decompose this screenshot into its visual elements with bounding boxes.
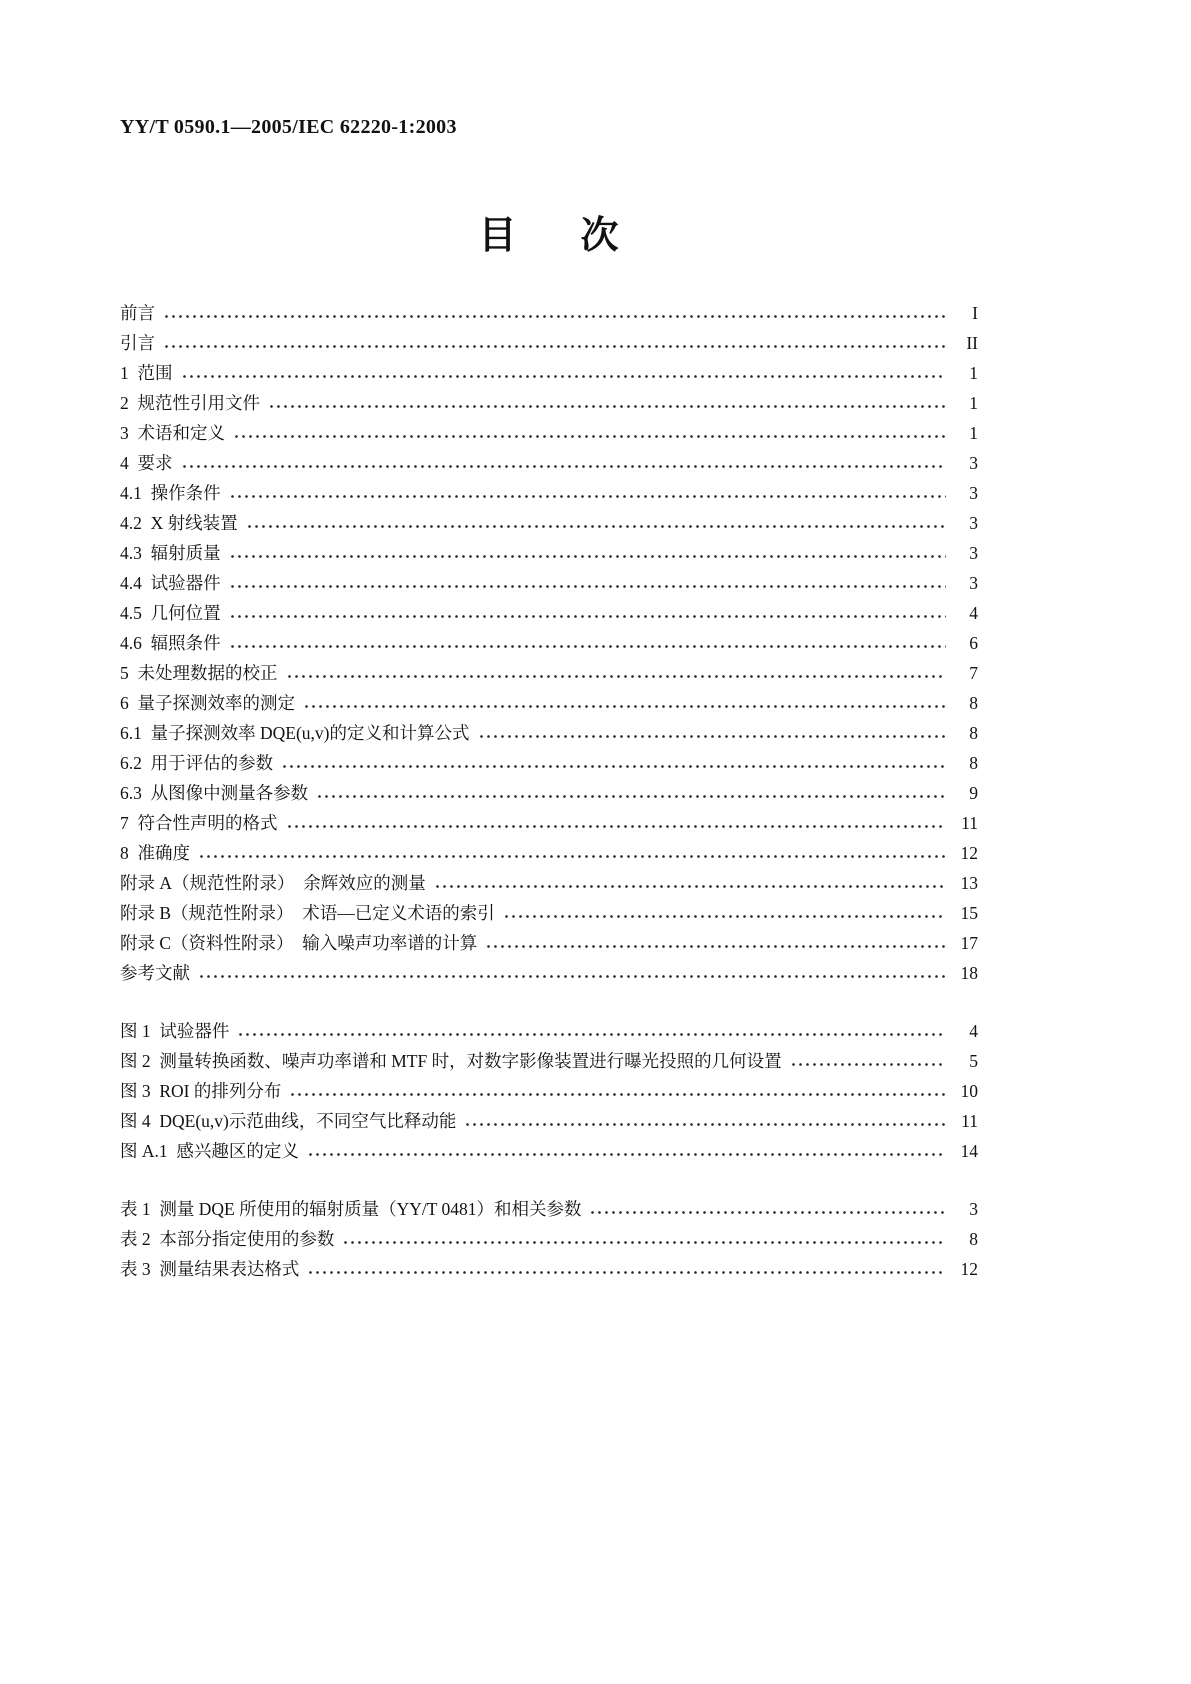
toc-entry [120,900,978,930]
toc-entry [120,1138,978,1168]
toc-entry-page: 12 [960,1259,978,1279]
toc-entry-label: 4 要求 [120,453,173,473]
toc-entry-label: 7 符合性声明的格式 [120,813,278,833]
page-title: 目 次 [478,215,620,257]
dot-leader [181,464,947,469]
toc-entry-page: 8 [969,693,978,713]
dot-leader [229,614,946,619]
toc-entry-label: 4.3 辐射质量 [120,543,221,563]
toc-entry-page: 7 [969,663,978,683]
toc-entry-label: 4.6 辐照条件 [120,633,221,653]
toc-entry-page: 5 [969,1051,978,1071]
dot-leader [307,1270,946,1275]
dot-leader [289,1092,946,1097]
dot-leader [286,674,947,679]
dot-leader [478,734,947,739]
toc-entry-page: 1 [969,393,978,413]
dot-leader [464,1122,946,1127]
toc-entry-page: 11 [961,813,978,833]
dot-leader [342,1240,946,1245]
toc-entry-page: 1 [969,423,978,443]
toc-entry-label: 4.5 几何位置 [120,603,221,623]
dot-leader [181,374,947,379]
table-of-contents [120,300,978,1286]
dot-leader [163,314,946,319]
toc-entry-label: 附录 B（规范性附录） 术语—已定义术语的索引 [120,903,495,923]
toc-entry [120,1256,978,1286]
toc-entry-page: 13 [960,873,978,893]
toc-entry-page: 3 [969,453,978,473]
toc-entry-page: 15 [960,903,978,923]
dot-leader [233,434,946,439]
toc-entry [120,510,978,540]
dot-leader [286,824,947,829]
toc-entry-label: 图 3 ROI 的排列分布 [120,1081,282,1101]
toc-entry-page: 8 [969,723,978,743]
toc-entry-page: 4 [969,1021,978,1041]
toc-entry [120,750,978,780]
dot-leader [268,404,946,409]
toc-entry-label: 8 准确度 [120,843,190,863]
toc-entry [120,930,978,960]
toc-entry-label: 表 1 测量 DQE 所使用的辐射质量（YY/T 0481）和相关参数 [120,1199,582,1219]
toc-entry-label: 1 范围 [120,363,173,383]
toc-entry-label: 附录 C（资料性附录） 输入噪声功率谱的计算 [120,933,478,953]
dot-leader [307,1152,946,1157]
dot-leader [198,854,946,859]
toc-entry-label: 5 未处理数据的校正 [120,663,278,683]
toc-entry [120,330,978,360]
dot-leader [163,344,946,349]
toc-entry [120,1078,978,1108]
toc-entry [120,450,978,480]
toc-entry-label: 图 A.1 感兴趣区的定义 [120,1141,299,1161]
toc-section-figures [120,1018,978,1168]
dot-leader [485,944,946,949]
toc-section-main [120,300,978,990]
toc-entry-label: 4.4 试验器件 [120,573,221,593]
toc-entry-label: 4.2 X 射线装置 [120,513,238,533]
toc-entry-page: 3 [969,573,978,593]
dot-leader [316,794,946,799]
toc-entry [120,1108,978,1138]
toc-entry [120,300,978,330]
toc-entry [120,960,978,990]
toc-entry-label: 4.1 操作条件 [120,483,221,503]
toc-entry-label: 图 2 测量转换函数、噪声功率谱和 MTF 时，对数字影像装置进行曝光投照的几何设置 [120,1051,782,1071]
toc-entry [120,360,978,390]
dot-leader [229,554,946,559]
toc-entry [120,480,978,510]
dot-leader [434,884,946,889]
dot-leader [229,494,946,499]
toc-entry-page: 14 [960,1141,978,1161]
toc-entry [120,420,978,450]
toc-entry-label: 表 3 测量结果表达格式 [120,1259,300,1279]
toc-entry [120,630,978,660]
toc-entry-label: 3 术语和定义 [120,423,225,443]
toc-entry-label: 6.3 从图像中测量各参数 [120,783,309,803]
dot-leader [229,584,946,589]
toc-entry [120,570,978,600]
toc-entry-page: 10 [960,1081,978,1101]
dot-leader [246,524,946,529]
dot-leader [281,764,946,769]
toc-entry [120,1226,978,1256]
toc-entry [120,660,978,690]
toc-entry-page: I [972,303,978,323]
toc-entry-page: 8 [969,1229,978,1249]
toc-entry-label: 参考文献 [120,963,190,983]
toc-entry-label: 引言 [120,333,155,353]
toc-entry-page: 17 [960,933,978,953]
toc-entry [120,540,978,570]
toc-entry-label: 2 规范性引用文件 [120,393,260,413]
dot-leader [790,1062,946,1067]
toc-entry [120,780,978,810]
toc-entry-label: 图 4 DQE(u,v)示范曲线，不同空气比释动能 [120,1111,457,1131]
toc-entry [120,690,978,720]
toc-entry-page: 3 [969,543,978,563]
dot-leader [503,914,946,919]
toc-section-tables [120,1196,978,1286]
toc-entry [120,390,978,420]
toc-entry [120,1018,978,1048]
toc-entry [120,1196,978,1226]
toc-entry-page: 12 [960,843,978,863]
toc-entry [120,600,978,630]
toc-entry-label: 图 1 试验器件 [120,1021,230,1041]
toc-entry-label: 6 量子探测效率的测定 [120,693,295,713]
toc-entry-page: II [966,333,978,353]
toc-entry-page: 11 [961,1111,978,1131]
toc-entry [120,840,978,870]
dot-leader [303,704,946,709]
toc-entry-page: 18 [960,963,978,983]
toc-entry-page: 3 [969,513,978,533]
toc-entry-label: 前言 [120,303,155,323]
toc-entry [120,720,978,750]
toc-entry-page: 9 [969,783,978,803]
toc-entry [120,1048,978,1078]
toc-entry-page: 6 [969,633,978,653]
dot-leader [589,1210,946,1215]
dot-leader [198,974,946,979]
toc-entry-page: 4 [969,603,978,623]
toc-entry-label: 表 2 本部分指定使用的参数 [120,1229,335,1249]
toc-entry-page: 3 [969,483,978,503]
toc-entry-label: 附录 A（规范性附录） 余辉效应的测量 [120,873,426,893]
toc-entry [120,810,978,840]
standard-number-header: YY/T 0590.1—2005/IEC 62220-1:2003 [120,116,457,138]
toc-entry-page: 8 [969,753,978,773]
dot-leader [237,1032,946,1037]
toc-entry [120,870,978,900]
toc-entry-label: 6.2 用于评估的参数 [120,753,274,773]
dot-leader [229,644,946,649]
toc-entry-page: 1 [969,363,978,383]
toc-entry-label: 6.1 量子探测效率 DQE(u,v)的定义和计算公式 [120,723,470,743]
toc-entry-page: 3 [969,1199,978,1219]
